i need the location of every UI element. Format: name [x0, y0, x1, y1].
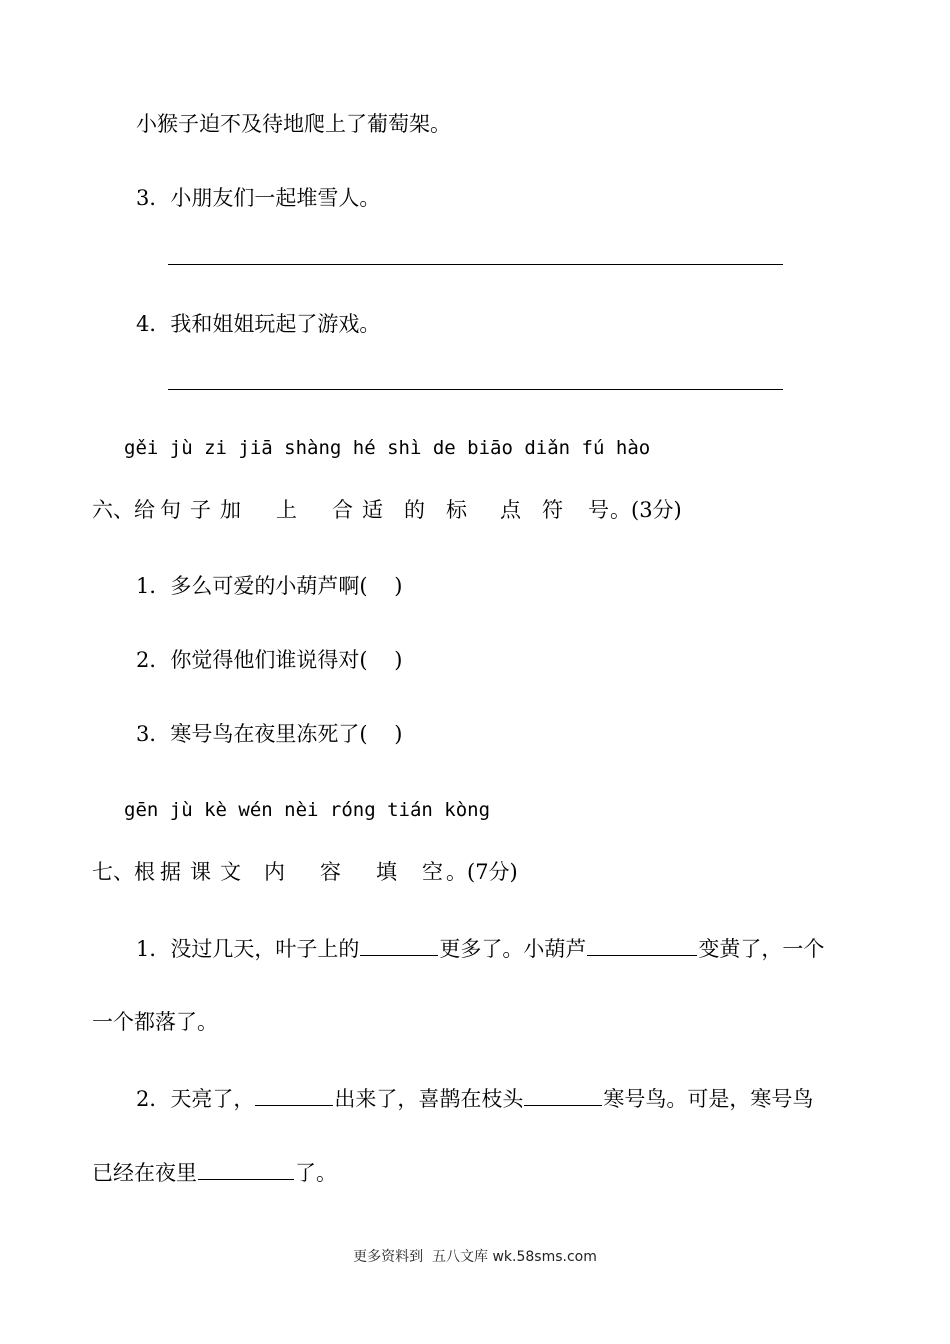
heading-char: 根: [134, 860, 155, 884]
fill-blank[interactable]: [360, 933, 438, 956]
heading-char: 合: [332, 498, 353, 522]
heading-char: 课: [190, 860, 211, 884]
heading-char: 加: [220, 498, 241, 522]
question-7-2-part-a: 2．天亮了，: [136, 1087, 255, 1111]
question-7-2-line-2-b: 了。: [295, 1161, 337, 1185]
heading-char: 符: [542, 498, 563, 522]
question-7-2-part-c: 寒号鸟。可是，寒号鸟: [603, 1087, 814, 1111]
section-6-score: 。(3分): [610, 498, 682, 522]
fill-blank[interactable]: [587, 933, 697, 956]
section-7-number: 七、: [92, 860, 134, 884]
question-7-1-part-a: 1．没过几天，叶子上的: [136, 937, 360, 961]
heading-char: 容: [320, 860, 341, 884]
heading-char: 上: [276, 498, 297, 522]
section-7-pinyin: gēn jù kè wén nèi róng tián kòng: [124, 799, 491, 821]
question-6-3: [136, 720, 402, 748]
question-7-1: [136, 933, 824, 963]
heading-char: 子: [190, 498, 211, 522]
paren-blank[interactable]: ( ): [359, 574, 403, 598]
question-7-2-line-2-a: 已经在夜里: [92, 1161, 197, 1185]
heading-char: 标: [446, 498, 467, 522]
question-6-2: [136, 646, 402, 674]
question-6-2-text: 2．你觉得他们谁说得对: [136, 648, 360, 672]
sentence-continuation: 小猴子迫不及待地爬上了葡萄架。: [136, 112, 451, 136]
heading-char: 的: [404, 498, 425, 522]
heading-char: 号: [588, 498, 609, 522]
question-6-1: [136, 572, 402, 600]
question-7-1-line-2: 一个都落了。: [92, 1010, 218, 1034]
heading-char: 点: [500, 498, 521, 522]
section-6-pinyin: gěi jù zi jiā shàng hé shì de biāo diǎn fú hào: [124, 437, 651, 459]
answer-line-5-3[interactable]: [168, 264, 783, 265]
footer-link[interactable]: 更多资料到 五八文库 wk.58sms.com: [353, 1249, 597, 1265]
fill-blank[interactable]: [255, 1083, 333, 1106]
question-7-2-part-b: 出来了，喜鹊在枝头: [334, 1087, 524, 1111]
section-7-score: 。(7分): [446, 860, 518, 884]
question-7-2-line-2: [92, 1157, 337, 1187]
heading-char: 空: [422, 860, 443, 884]
heading-char: 适: [362, 498, 383, 522]
answer-line-5-4[interactable]: [168, 389, 783, 390]
question-7-1-part-c: 变黄了，一个: [698, 937, 825, 961]
section-6-heading: [92, 496, 682, 524]
heading-char: 文: [220, 860, 241, 884]
question-5-3: 3．小朋友们一起堆雪人。: [136, 186, 381, 210]
question-7-2: [136, 1083, 813, 1113]
question-7-1-part-b: 更多了。小葫芦: [439, 937, 587, 961]
paren-blank[interactable]: ( ): [359, 648, 403, 672]
heading-char: 句: [160, 498, 181, 522]
fill-blank[interactable]: [198, 1157, 294, 1180]
question-5-4: 4．我和姐姐玩起了游戏。: [136, 312, 381, 336]
heading-char: 内: [264, 860, 285, 884]
paren-blank[interactable]: ( ): [359, 722, 403, 746]
section-7-heading: [92, 858, 518, 886]
heading-char: 据: [160, 860, 181, 884]
heading-char: 给: [134, 498, 155, 522]
fill-blank[interactable]: [524, 1083, 602, 1106]
question-6-3-text: 3．寒号鸟在夜里冻死了: [136, 722, 360, 746]
question-6-1-text: 1．多么可爱的小葫芦啊: [136, 574, 360, 598]
section-6-number: 六、: [92, 498, 134, 522]
heading-char: 填: [376, 860, 397, 884]
